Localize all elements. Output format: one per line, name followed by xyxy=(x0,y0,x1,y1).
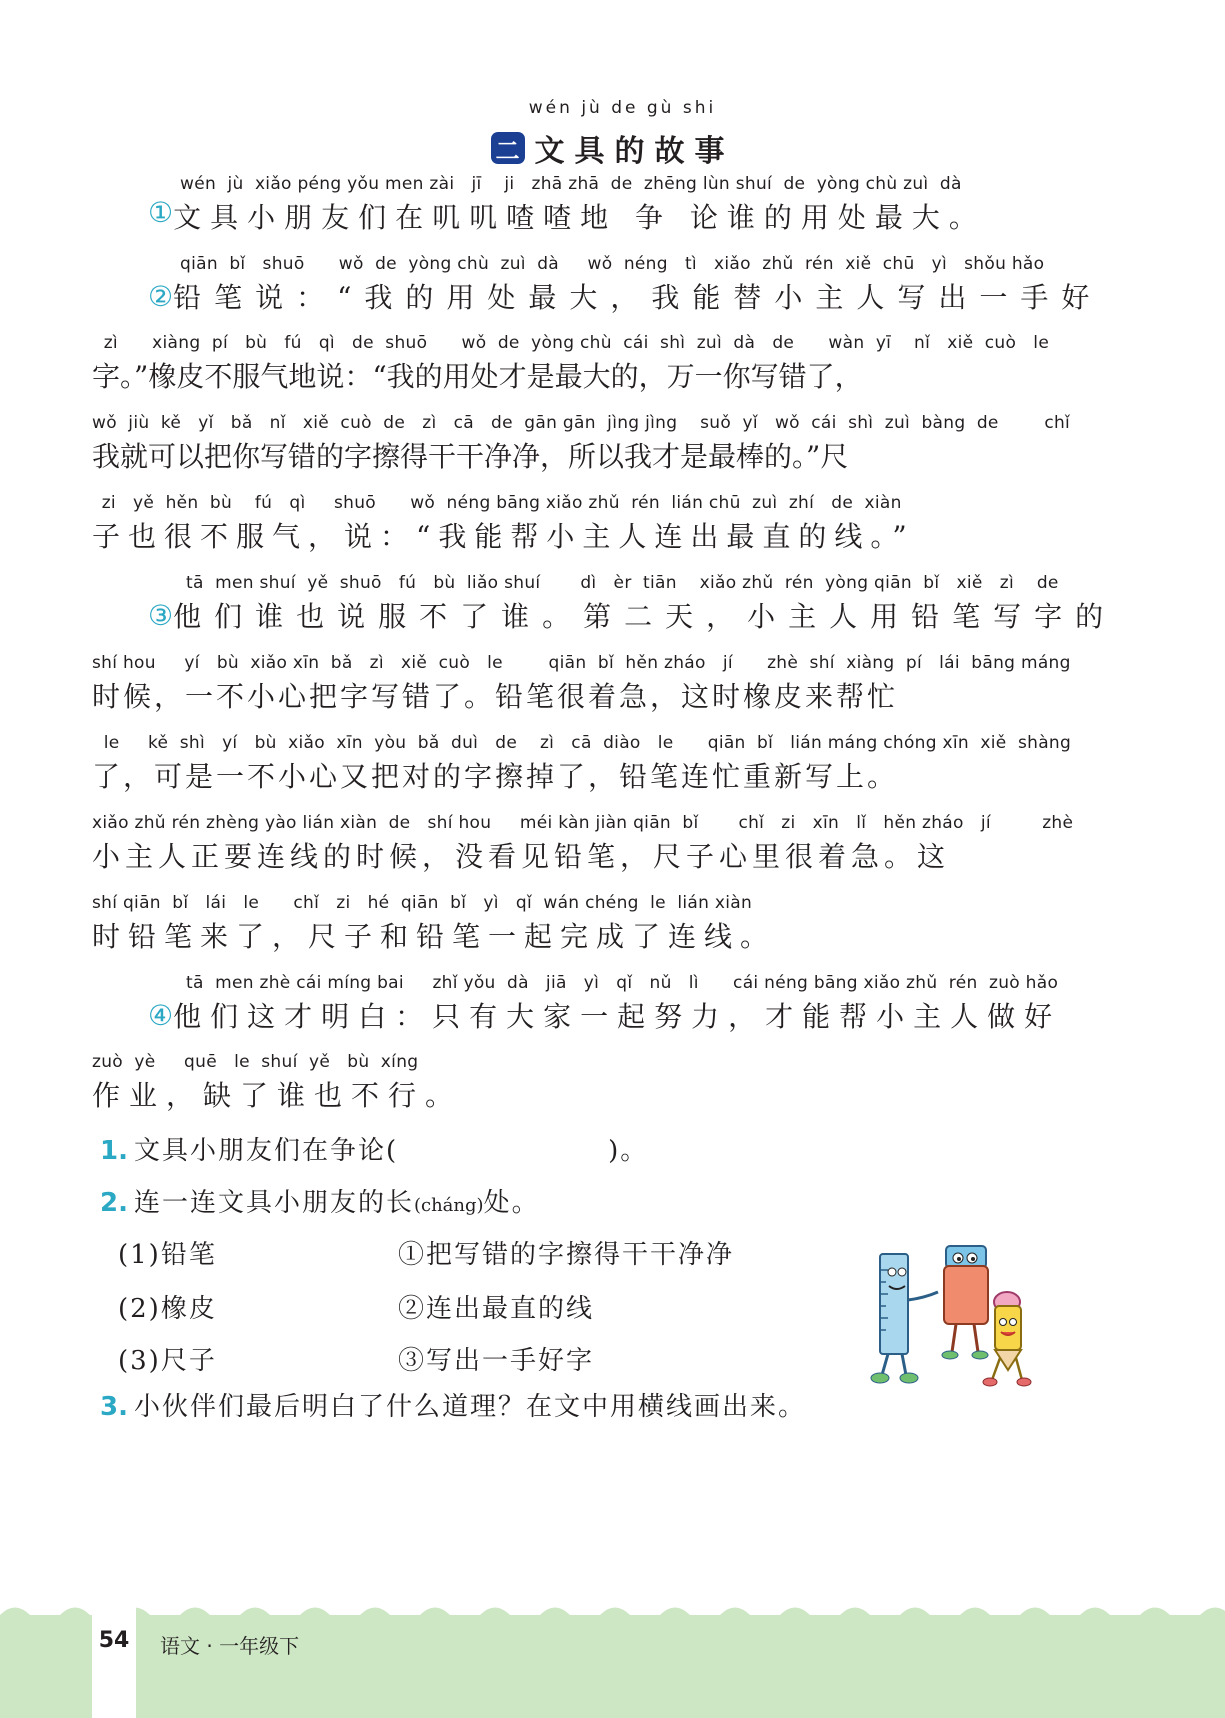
question-1 xyxy=(100,1130,648,1167)
story-line xyxy=(148,196,986,236)
match-left-item[interactable]: (2)橡皮 xyxy=(118,1294,217,1324)
story-text: 文具小朋友们在叽叽喳喳地 争 论谁的用处最大。 xyxy=(173,201,986,234)
story-text: 时候，一不小心把字写错了。铅笔很着急，这时橡皮来帮忙 xyxy=(92,680,899,713)
paragraph-number: ③ xyxy=(148,598,174,632)
pencil-character xyxy=(983,1292,1031,1386)
question-text: 连一连文具小朋友的长 xyxy=(133,1188,414,1218)
story-text: 他们谁也说服不了谁。第二天，小主人用铅笔写字的 xyxy=(173,600,1117,633)
lesson-number-badge: 二 xyxy=(491,132,525,164)
pinyin-line: xiǎo zhǔ rén zhèng yào lián xiàn de shí hou méi kàn jiàn qiān bǐ chǐ zi xīn lǐ hěn zháo jí zhè xyxy=(92,813,1074,833)
story-text: 时铅笔来了，尺子和铅笔一起完成了连线。 xyxy=(92,920,777,953)
eraser-character xyxy=(942,1246,988,1359)
footer-wave-edge xyxy=(0,1600,1225,1620)
pinyin-line: qiān bǐ shuō wǒ de yòng chù zuì dà wǒ néng tì xiǎo zhǔ rén xiě chū yì shǒu hǎo xyxy=(180,254,1045,274)
story-text: 小主人正要连线的时候，没看见铅笔，尺子心里很着急。这 xyxy=(92,840,951,873)
pinyin-line: zì xiàng pí bù fú qì de shuō wǒ de yòng chù cái shì zuì dà de wàn yī nǐ xiě cuò le xyxy=(98,333,1050,353)
page-number: 54 xyxy=(98,1628,130,1653)
lesson-title xyxy=(0,126,1225,170)
pinyin-line: zuò yè quē le shuí yě bù xíng xyxy=(92,1052,419,1072)
lesson-title-text: 文具的故事 xyxy=(534,134,735,169)
stationery-characters-illustration xyxy=(862,1240,1042,1390)
pinyin-annotation: (cháng) xyxy=(413,1195,484,1216)
match-right-item[interactable]: ①把写错的字擦得干干净净 xyxy=(398,1240,735,1270)
pinyin-line: wǒ jiù kě yǐ bǎ nǐ xiě cuò de zì cā de gān gān jìng jìng suǒ yǐ wǒ cái shì zuì bàng de chǐ xyxy=(92,413,1071,433)
book-title: 语文 · 一年级下 xyxy=(160,1634,300,1658)
story-line xyxy=(148,595,1117,635)
story-line xyxy=(148,276,1103,316)
story-text: 作业，缺了谁也不行。 xyxy=(92,1079,463,1112)
story-text: 我就可以把你写错的字擦得干干净净，所以我才是最棒的。”尺 xyxy=(92,440,849,473)
page-number-tab xyxy=(92,1603,136,1718)
pinyin-line: tā men shuí yě shuō fú bù liǎo shuí dì èr tiān xiǎo zhǔ rén yòng qiān bǐ xiě zì de xyxy=(186,573,1059,593)
pinyin-line: zi yě hěn bù fú qì shuō wǒ néng bāng xiǎo zhǔ rén lián chū zuì zhí de xiàn xyxy=(96,493,902,513)
match-left-item[interactable]: (3)尺子 xyxy=(118,1346,217,1376)
match-left-item[interactable]: (1)铅笔 xyxy=(118,1240,217,1270)
match-right-item[interactable]: ③写出一手好字 xyxy=(398,1346,595,1376)
question-number: 1. xyxy=(100,1136,128,1166)
title-pinyin: wén jù de gù shi xyxy=(528,98,717,118)
story-text: 他们这才明白：只有大家一起努力，才能帮小主人做好 xyxy=(173,1000,1062,1033)
question-number: 3. xyxy=(100,1392,128,1422)
question-text-end: 处。 xyxy=(483,1188,540,1218)
story-text: 铅笔说：“我的用处最大，我能替小主人写出一手好 xyxy=(173,281,1103,314)
paragraph-number: ① xyxy=(148,196,174,229)
pinyin-line: le kě shì yí bù xiǎo xīn yòu bǎ duì de zì cā diào le qiān bǐ lián máng chóng xīn xiě shàng xyxy=(98,733,1072,753)
question-text: 小伙伴们最后明白了什么道理？在文中用横线画出来。 xyxy=(133,1392,806,1422)
question-text: 文具小朋友们在争论( xyxy=(133,1136,399,1166)
ruler-character xyxy=(871,1254,938,1383)
question-3 xyxy=(100,1386,806,1423)
question-text-end: )。 xyxy=(608,1136,649,1166)
question-number: 2. xyxy=(100,1188,128,1218)
match-right-item[interactable]: ②连出最直的线 xyxy=(398,1294,595,1324)
pinyin-line: tā men zhè cái míng bai zhǐ yǒu dà jiā yì qǐ nǔ lì cái néng bāng xiǎo zhǔ rén zuò hǎo xyxy=(186,973,1059,993)
story-text: 了，可是一不小心又把对的字擦掉了，铅笔连忙重新写上。 xyxy=(92,760,899,793)
story-text: 子也很不服气，说：“我能帮小主人连出最直的线。” xyxy=(92,520,915,553)
story-text: 字。”橡皮不服气地说：“我的用处才是最大的，万一你写错了， xyxy=(92,360,863,393)
question-2 xyxy=(100,1182,540,1219)
pinyin-line: shí qiān bǐ lái le chǐ zi hé qiān bǐ yì qǐ wán chéng le lián xiàn xyxy=(92,893,753,913)
pinyin-line: wén jù xiǎo péng yǒu men zài jī ji zhā zhā de zhēng lùn shuí de yòng chù zuì dà xyxy=(180,174,962,194)
paragraph-number: ④ xyxy=(148,998,174,1032)
pinyin-line: shí hou yí bù xiǎo xīn bǎ zì xiě cuò le qiān bǐ hěn zháo jí zhè shí xiàng pí lái bāng máng xyxy=(92,653,1071,673)
story-line xyxy=(148,995,1062,1035)
paragraph-number: ② xyxy=(148,279,174,313)
